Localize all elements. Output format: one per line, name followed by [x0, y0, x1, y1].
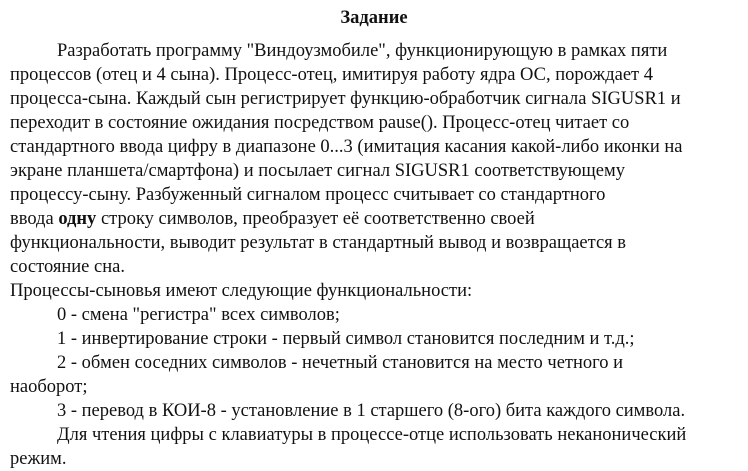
text-line-10: состояние сна.	[10, 257, 125, 277]
text-line-11: Процессы-сыновья имеют следующие функциональности:	[10, 281, 473, 301]
emphasis-one-line: одну	[58, 209, 97, 229]
text-line-8-after: строку символов, преобразует её соответственно своей	[96, 209, 535, 229]
text-line-1: Разработать программу "Виндоузмобиле", функционирующую в рамках пяти	[57, 41, 668, 61]
list-item-0: 0 - смена "регистра" всех символов;	[57, 305, 340, 325]
text-line-6: экране планшета/смартфона) и посылает сигнал SIGUSR1 соответствующему	[10, 161, 625, 181]
text-line-5: стандартного ввода цифру в диапазоне 0...3 (имитация касания какой-либо иконки на	[10, 137, 683, 157]
list-item-2: 2 - обмен соседних символов - нечетный становится на место четного и	[57, 353, 624, 373]
text-line-final: Для чтения цифры с клавиатуры в процессе-отце использовать неканонический	[57, 425, 687, 445]
text-line-4: переходит в состояние ожидания посредством pause(). Процесс-отец читает со	[10, 113, 630, 133]
list-item-2-cont: наоборот;	[10, 377, 88, 397]
text-line-8	[10, 207, 535, 231]
text-line-8-before: ввода	[10, 209, 59, 229]
list-item-3: 3 - перевод в КОИ-8 - установление в 1 старшего (8-ого) бита каждого символа.	[57, 401, 686, 421]
text-line-2: процессов (отец и 4 сына). Процесс-отец, имитируя работу ядра ОС, порождает 4	[10, 65, 653, 85]
text-line-final-cont: режим.	[10, 449, 67, 469]
list-item-1: 1 - инвертирование строки - первый символ становится последним и т.д.;	[57, 329, 635, 349]
text-line-9: функциональности, выводит результат в стандартный вывод и возвращается в	[10, 233, 627, 253]
text-line-7: процессу-сыну. Разбуженный сигналом процесс считывает со стандартного	[10, 185, 606, 205]
document-title: Задание	[340, 8, 408, 28]
text-line-3: процесса-сына. Каждый сын регистрирует функцию-обработчик сигнала SIGUSR1 и	[10, 89, 681, 109]
